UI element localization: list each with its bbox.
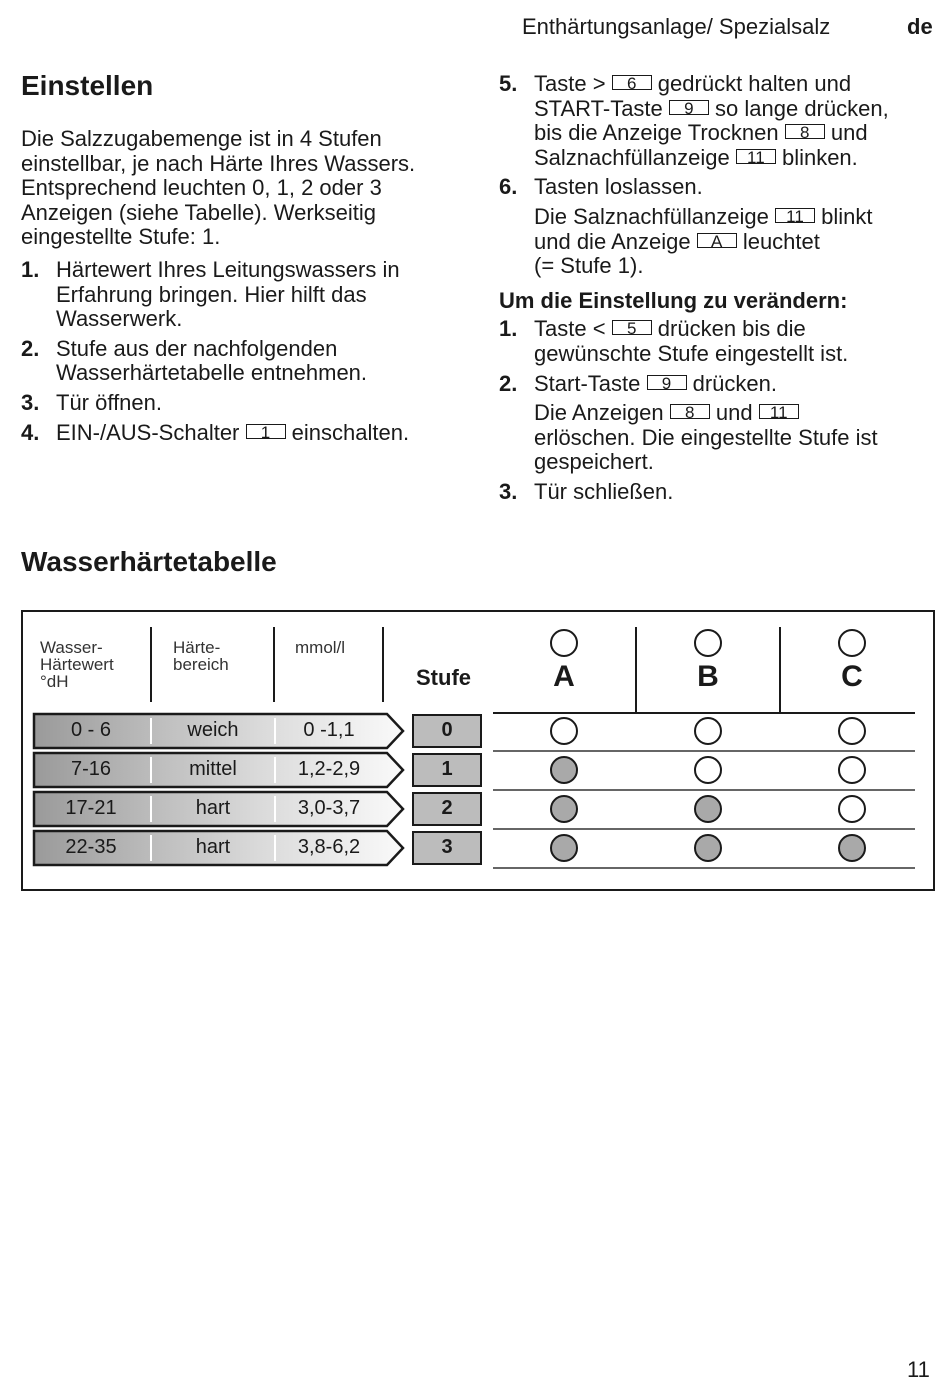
- cell-bereich: hart: [195, 836, 231, 858]
- step-2: [21, 337, 471, 386]
- step-text: (= Stufe 1).: [534, 253, 644, 279]
- header-text: mmol/l: [295, 638, 346, 657]
- stufe-box: 0: [412, 714, 482, 748]
- step-number: 3.: [499, 478, 518, 504]
- page-number: 11: [907, 1357, 930, 1382]
- step-text: Start-Taste: [534, 370, 641, 396]
- right-column: [499, 72, 939, 505]
- key-label: 5: [612, 320, 652, 335]
- indicator-b: [694, 834, 722, 862]
- step-6: [499, 175, 939, 200]
- key-label: 6: [612, 75, 652, 90]
- section-heading-table: Wasserhärtetabelle: [21, 546, 277, 577]
- cell-dh: 0 - 6: [70, 719, 112, 741]
- step-5: [499, 72, 939, 170]
- change-step-2: [499, 372, 939, 397]
- key-label: 11: [775, 208, 815, 223]
- indicator-symbol-c: [838, 629, 866, 657]
- step-number: 5.: [499, 71, 518, 96]
- indicator-a: [550, 834, 578, 862]
- key-label: 1: [246, 424, 286, 439]
- step-text: Taste <: [534, 316, 606, 342]
- header-text: °dH: [40, 672, 69, 691]
- step-text: drücken.: [692, 370, 778, 396]
- key-label: 8: [785, 124, 825, 139]
- step-1: [21, 258, 471, 332]
- cell-mmol: 1,2-2,9: [297, 758, 361, 780]
- cell-dh: 7-16: [70, 758, 112, 780]
- stufe-box: 3: [412, 831, 482, 865]
- cell-bereich: weich: [187, 719, 239, 741]
- step-text: START-Taste: [534, 95, 663, 121]
- header-text: Härte-: [173, 638, 221, 657]
- step-number: 6.: [499, 174, 518, 200]
- row-rule: [493, 867, 915, 869]
- intro-line: Entsprechend leuchten 0, 1, 2 oder 3: [21, 175, 382, 201]
- left-column: [21, 127, 471, 445]
- subheading-change-setting: Um die Einstellung zu verändern:: [499, 287, 848, 313]
- step-text: erlöschen. Die eingestellte Stufe ist: [534, 424, 878, 450]
- header-text: bereich: [173, 655, 229, 674]
- step-line: Erfahrung bringen. Hier hilft das: [56, 281, 367, 307]
- step-text: so lange drücken,: [715, 95, 889, 121]
- intro-line: einstellbar, je nach Härte Ihres Wassers.: [21, 150, 416, 176]
- language-tag: de: [907, 14, 933, 39]
- step-text: drücken bis die: [657, 316, 806, 342]
- step-text: gespeichert.: [534, 449, 654, 475]
- key-label: 9: [669, 100, 709, 115]
- indicator-c: [838, 795, 866, 823]
- step-number: 1.: [499, 316, 518, 342]
- step-text: Taste >: [534, 71, 606, 96]
- change-step-1: [499, 317, 939, 366]
- step-line: Stufe aus der nachfolgenden: [56, 335, 338, 361]
- step-text: Salznachfüllanzeige: [534, 144, 730, 170]
- stufe-box: 2: [412, 792, 482, 826]
- column-letter-a: A: [553, 660, 575, 693]
- step-text: bis die Anzeige Trocknen: [534, 120, 779, 146]
- key-label: 8: [670, 404, 710, 419]
- column-divider: [779, 627, 781, 712]
- key-label: 11: [759, 404, 799, 419]
- step-text: blinken.: [781, 144, 858, 170]
- step-4: [21, 421, 471, 446]
- step-number: 1.: [21, 256, 40, 282]
- cell-mmol: 0 -1,1: [303, 719, 355, 741]
- indicator-a: [550, 756, 578, 784]
- change-step-3: [499, 480, 939, 505]
- step-text: Die Anzeigen: [534, 400, 664, 426]
- step-3: [21, 391, 471, 416]
- column-letter-b: B: [697, 660, 719, 693]
- header-text: Härtewert: [40, 655, 114, 674]
- indicator-b: [694, 756, 722, 784]
- intro-line: Die Salzzugabemenge ist in 4 Stufen: [21, 126, 382, 151]
- water-hardness-table: [21, 610, 935, 891]
- stufe-box: 1: [412, 753, 482, 787]
- column-letter-c: C: [841, 660, 863, 693]
- header-rule: [493, 712, 915, 714]
- step-text: Tür schließen.: [534, 478, 674, 504]
- cell-mmol: 3,8-6,2: [297, 836, 361, 858]
- step-text: einschalten.: [291, 419, 410, 445]
- indicator-b: [694, 795, 722, 823]
- step-text: blinkt: [821, 203, 873, 229]
- indicator-c: [838, 717, 866, 745]
- step-number: 2.: [499, 370, 518, 396]
- step-line: Tür öffnen.: [56, 389, 162, 415]
- step-text: EIN-/AUS-Schalter: [56, 419, 240, 445]
- step-text: leuchtet: [742, 228, 820, 254]
- row-rule: [493, 828, 915, 830]
- cell-mmol: 3,0-3,7: [297, 797, 361, 819]
- key-label: 11: [736, 149, 776, 164]
- step-6-continuation: [499, 205, 939, 279]
- indicator-b: [694, 717, 722, 745]
- step-text: gewünschte Stufe eingestellt ist.: [534, 340, 849, 366]
- row-rule: [493, 750, 915, 752]
- step-text: und: [830, 120, 868, 146]
- step-number: 4.: [21, 419, 40, 445]
- page-header-title: Enthärtungsanlage/ Spezialsalz: [522, 14, 831, 39]
- step-text: und die Anzeige: [534, 228, 691, 254]
- intro-line: eingestellte Stufe: 1.: [21, 224, 221, 250]
- intro-line: Anzeigen (siehe Tabelle). Werkseitig: [21, 199, 377, 225]
- key-label: A: [697, 233, 737, 248]
- header-stufe: Stufe: [416, 665, 471, 690]
- indicator-symbol-a: [550, 629, 578, 657]
- cell-bereich: hart: [195, 797, 231, 819]
- step-text: Die Salznachfüllanzeige: [534, 203, 769, 229]
- header-text: Wasser-: [40, 638, 103, 657]
- column-divider: [635, 627, 637, 712]
- indicator-c: [838, 834, 866, 862]
- cell-dh: 22-35: [65, 836, 117, 858]
- step-line: Härtewert Ihres Leitungswassers in: [56, 256, 400, 282]
- step-line: Wasserwerk.: [56, 306, 183, 332]
- key-label: 9: [647, 375, 687, 390]
- step-line: Wasserhärtetabelle entnehmen.: [56, 360, 368, 386]
- section-heading-einstellen: Einstellen: [21, 70, 154, 101]
- indicator-a: [550, 795, 578, 823]
- indicator-a: [550, 717, 578, 745]
- step-text: Tasten loslassen.: [534, 174, 703, 200]
- cell-dh: 17-21: [65, 797, 117, 819]
- row-rule: [493, 789, 915, 791]
- step-number: 2.: [21, 335, 40, 361]
- step-text: gedrückt halten und: [657, 71, 852, 96]
- cell-bereich: mittel: [189, 758, 237, 780]
- change-step-2-continuation: [499, 401, 939, 475]
- step-number: 3.: [21, 389, 40, 415]
- indicator-symbol-b: [694, 629, 722, 657]
- step-text: und: [715, 400, 753, 426]
- indicator-c: [838, 756, 866, 784]
